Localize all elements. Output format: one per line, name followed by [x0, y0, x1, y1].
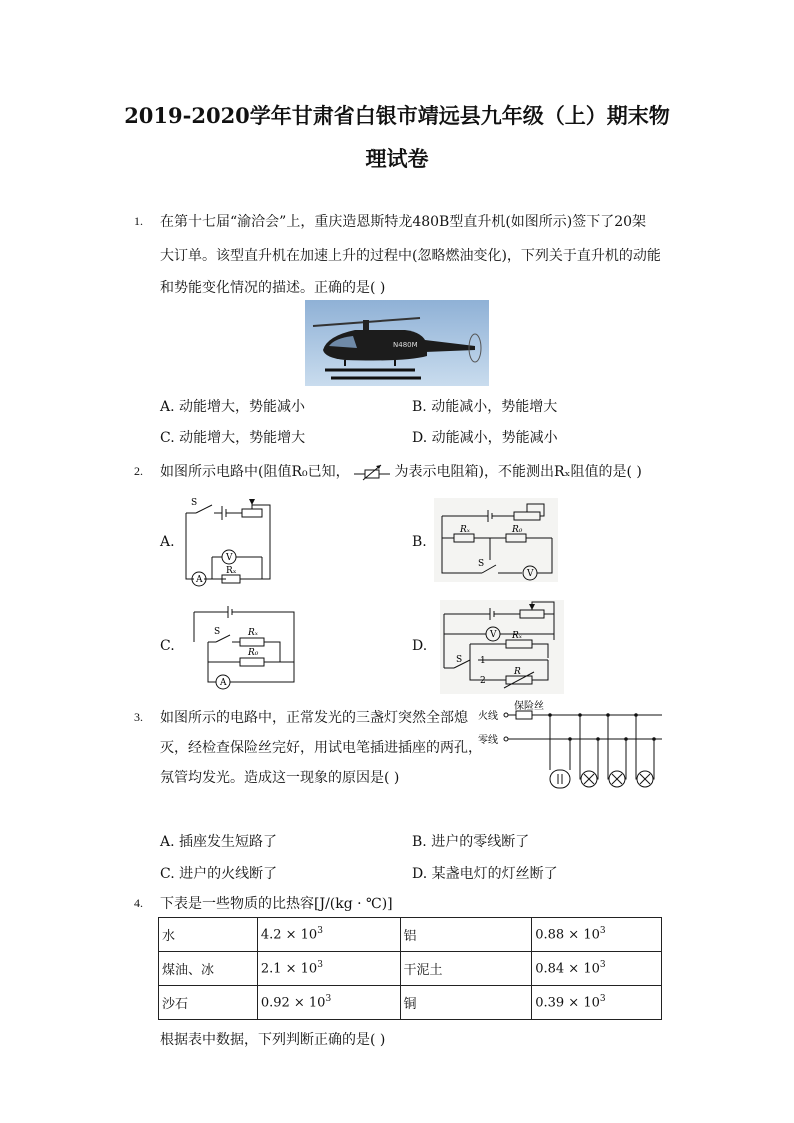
live-wire-label: 火线	[478, 711, 498, 722]
circuit-c-rx-label: Rₓ	[248, 628, 258, 638]
circuit-c-diagram	[190, 602, 300, 692]
table-row	[159, 986, 662, 1020]
circuit-d-switch-label: S	[456, 655, 463, 665]
circuit-a-switch-label: S	[191, 498, 198, 508]
q3-option-a[interactable]: A. 插座发生短路了	[160, 834, 278, 850]
circuit-c-r0-label: R₀	[248, 648, 259, 658]
q2-stem-part-a: 如图所示电路中(阻值R₀已知，	[160, 464, 350, 480]
q2-option-c[interactable]: C.	[160, 638, 175, 654]
table-cell: $2.1 \times 10^3$	[257, 952, 400, 986]
circuit-c-ammeter: A	[220, 678, 227, 688]
table-cell: $0.84 \times 10^3$	[532, 952, 662, 986]
circuit-b-rx-label: Rₓ	[460, 525, 470, 535]
q1-line-2: 大订单。该型直升机在加速上升的过程中(忽略燃油变化)，下列关于直升机的动能	[160, 248, 661, 264]
q2-option-b[interactable]: B.	[412, 534, 427, 550]
q3-option-c[interactable]: C. 进户的火线断了	[160, 866, 278, 882]
q4-number: 4.	[134, 896, 143, 910]
table-cell: 水	[159, 918, 258, 952]
q3-number: 3.	[134, 710, 143, 724]
q2-stem-part-b: 为表示电阻箱)，不能测出Rₓ阻值的是( )	[394, 464, 642, 480]
circuit-b-diagram	[434, 498, 558, 582]
table-cell: 铝	[400, 918, 532, 952]
q3-line-2: 灭，经检查保险丝完好，用试电笔插进插座的两孔，	[160, 740, 482, 756]
q1-option-d[interactable]: D. 动能减小，势能减小	[412, 430, 558, 446]
q4-after-table: 根据表中数据，下列判断正确的是( )	[160, 1032, 386, 1048]
household-circuit-diagram	[478, 700, 666, 796]
circuit-d-rx-label: Rₓ	[512, 631, 522, 641]
helicopter-tail-number: N480M	[393, 341, 418, 349]
table-cell: 煤油、冰	[159, 952, 258, 986]
circuit-d-diagram	[440, 600, 564, 694]
q1-option-c[interactable]: C. 动能增大，势能增大	[160, 430, 306, 446]
circuit-d-r-label: R	[514, 667, 521, 677]
circuit-b-r0-label: R₀	[512, 525, 523, 535]
q3-option-b[interactable]: B. 进户的零线断了	[412, 834, 530, 850]
circuit-d-voltmeter: V	[490, 630, 497, 640]
page-title-line1: 2019-2020学年甘肃省白银市靖远县九年级（上）期末物	[124, 103, 670, 128]
q3-line-1: 如图所示的电路中，正常发光的三盏灯突然全部熄	[160, 710, 468, 726]
table-cell: $0.39 \times 10^3$	[532, 986, 662, 1020]
table-row	[159, 918, 662, 952]
q1-option-a[interactable]: A. 动能增大，势能减小	[160, 399, 306, 415]
helicopter-image	[305, 300, 489, 386]
q1-number: 1.	[134, 214, 143, 228]
q2-stem	[160, 461, 642, 481]
q1-line-1: 在第十七届“渝洽会”上，重庆造恩斯特龙480B型直升机(如图所示)签下了20架	[160, 214, 647, 230]
fuse-label: 保险丝	[514, 701, 544, 712]
neutral-wire-label: 零线	[478, 735, 498, 746]
q3-line-3: 氖管均发光。造成这一现象的原因是( )	[160, 770, 400, 786]
circuit-c-switch-label: S	[214, 627, 221, 637]
table-row	[159, 952, 662, 986]
q2-number: 2.	[134, 464, 143, 478]
q1-option-b[interactable]: B. 动能减小，势能增大	[412, 399, 558, 415]
circuit-a-ammeter: A	[196, 575, 203, 585]
page-title-line2: 理试卷	[365, 146, 429, 171]
table-cell: $0.92 \times 10^3$	[257, 986, 400, 1020]
circuit-b-switch-label: S	[478, 559, 485, 569]
circuit-a-diagram	[182, 493, 274, 589]
circuit-a-rx-label: Rₓ	[226, 566, 237, 576]
circuit-d-contact-2: 2	[480, 676, 486, 686]
table-cell: $4.2 \times 10^3$	[257, 918, 400, 952]
specific-heat-table	[158, 917, 662, 1020]
table-cell: 铜	[400, 986, 532, 1020]
table-cell: 干泥土	[400, 952, 532, 986]
circuit-b-voltmeter: V	[527, 569, 534, 579]
circuit-d-contact-1: 1	[480, 656, 486, 666]
table-cell: 沙石	[159, 986, 258, 1020]
q2-option-a[interactable]: A.	[160, 534, 175, 550]
table-cell: $0.88 \times 10^3$	[532, 918, 662, 952]
circuit-a-voltmeter: V	[226, 553, 233, 563]
q2-option-d[interactable]: D.	[412, 638, 428, 654]
resistance-box-icon	[354, 463, 390, 481]
q4-intro: 下表是一些物质的比热容[J/(kg · ℃)]	[160, 896, 393, 912]
q1-line-3: 和势能变化情况的描述。正确的是( )	[160, 280, 386, 296]
q3-option-d[interactable]: D. 某盏电灯的灯丝断了	[412, 866, 558, 882]
